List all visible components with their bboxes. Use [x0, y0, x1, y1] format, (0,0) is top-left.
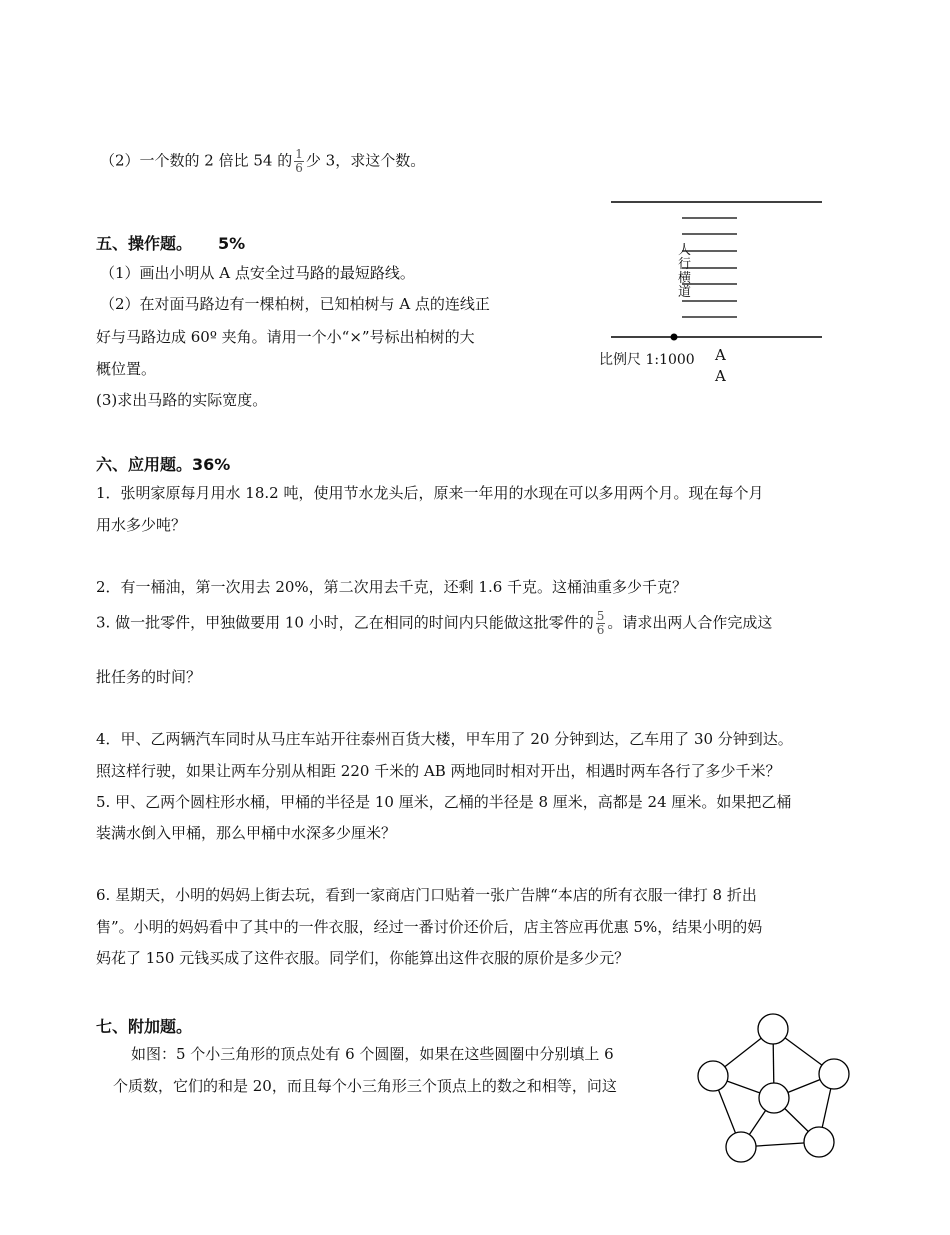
scale-label: 比例尺 1:1000 — [599, 352, 695, 368]
point-a-dot — [671, 334, 678, 341]
sec7-line-1: 如图：5 个小三角形的顶点处有 6 个圆圈，如果在这些圆圈中分别填上 6 — [131, 1045, 614, 1063]
sec5-line-1: （1）画出小明从 A 点安全过马路的最短路线。 — [100, 264, 415, 282]
q6-4-line-2: 照这样行驶，如果让两车分别从相距 220 千米的 AB 两地同时相对开出，相遇时两车各行了多少千米？ — [96, 762, 781, 780]
sec5-line-5: (3)求出马路的实际宽度。 — [96, 391, 268, 409]
q6-6-line-1: 6. 星期天，小明的妈妈上街去玩，看到一家商店门口贴着一张广告牌“本店的所有衣服一律打 8 折出 — [96, 886, 757, 904]
fraction-one-sixth: $\frac{1}{6}$ — [295, 147, 303, 175]
q6-5-line-1: 5. 甲、乙两个圆柱形水桶，甲桶的半径是 10 厘米，乙桶的半径是 8 厘米，高都是 24 厘米。如果把乙桶 — [96, 793, 792, 811]
q6-2-line: 2．有一桶油，第一次用去 20%，第二次用去千克，还剩 1.6 千克。这桶油重多少千克？ — [96, 578, 688, 596]
section6-heading: 六、应用题。36% — [96, 455, 231, 474]
q6-1-line-1: 1．张明家原每月用水 18.2 吨，使用节水龙头后，原来一年用的水现在可以多用两个月。现在每个月 — [96, 484, 764, 502]
sec5-line-2: （2）在对面马路边有一棵柏树，已知柏树与 A 点的连线正 — [100, 295, 490, 313]
circle-bottom-left — [726, 1132, 756, 1162]
circle-right — [819, 1059, 849, 1089]
crosswalk-label: 人行横道 — [678, 243, 692, 300]
q6-4-line-1: 4．甲、乙两辆汽车同时从马庄车站开往泰州百货大楼，甲车用了 20 分钟到达，乙车用了 30 分钟到达。 — [96, 730, 793, 748]
point-a-label-2: A — [715, 367, 726, 385]
section5-heading: 五、操作题。 5% — [96, 234, 246, 253]
q6-6-line-3: 妈花了 150 元钱买成了这件衣服。同学们，你能算出这件衣服的原价是多少元？ — [96, 949, 630, 967]
section7-heading: 七、附加题。 — [96, 1017, 193, 1036]
pentagon-circle-diagram — [690, 1008, 865, 1168]
sec5-line-3: 好与马路边成 60º 夹角。请用一个小“×”号标出柏树的大 — [96, 328, 475, 346]
sec5-line-4: 概位置。 — [96, 360, 157, 378]
sec7-line-2: 个质数，它们的和是 20，而且每个小三角形三个顶点上的数之和相等，问这 — [113, 1077, 617, 1095]
point-a-label-1: A — [715, 346, 726, 364]
q6-1-line-2: 用水多少吨？ — [96, 516, 187, 534]
q6-3-line-1: 3. 做一批零件，甲独做要用 10 小时，乙在相同的时间内只能做这批零件的 $\frac{5}{6}$ 。请求出两人合作完成这 — [96, 609, 773, 637]
circle-bottom-right — [804, 1127, 834, 1157]
q4-2-line: （2）一个数的 2 倍比 54 的 $\frac{1}{6}$ 少 3，求这个数。 — [100, 147, 426, 175]
circle-left — [698, 1061, 728, 1091]
fraction-five-sixths: $\frac{5}{6}$ — [596, 609, 605, 637]
circle-center — [759, 1083, 789, 1113]
circle-top — [758, 1014, 788, 1044]
q6-5-line-2: 装满水倒入甲桶，那么甲桶中水深多少厘米？ — [96, 824, 397, 842]
q6-3-line-2: 批任务的时间？ — [96, 668, 202, 686]
q6-6-line-2: 售”。小明的妈妈看中了其中的一件衣服，经过一番讨价还价后，店主答应再优惠 5%，结果小明的妈 — [96, 918, 763, 936]
